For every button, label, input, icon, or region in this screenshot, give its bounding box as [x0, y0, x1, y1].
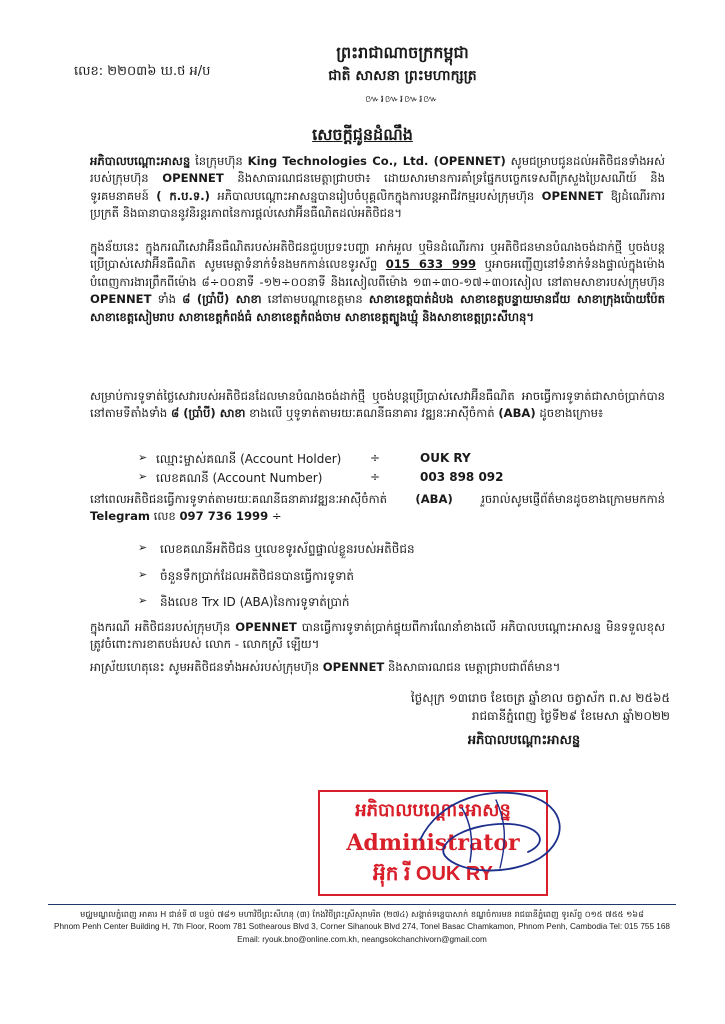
text-segment: ដូចខាងក្រោម៖: [535, 406, 604, 421]
footer-address-khmer: មជ្ឈមណ្ឌលភ្នំពេញ អាគារ H ជាន់ទី ៧ បន្ទប់ ៧៨១ មហាវិថីព្រះសីហនុ (៣) កែងវិថីព្រះស្រីសុរាមរិត (២៧៤) សង្កាត់ទន្លេបាសាក់ ខណ្ឌចំការមន រាជធានីភ្នំពេញ ទូរស័ព្ទ ០១៥ ៧៥៥ ១៦៨: [80, 909, 644, 919]
company-name: King Technologies Co., Ltd. (OPENNET): [247, 154, 506, 168]
account-number-row: [138, 470, 558, 490]
paragraph-telegram: [90, 491, 665, 526]
national-motto: ជាតិ សាសនា ព្រះមហាក្សត្រ: [328, 68, 477, 84]
date-solar: រាជធានីភ្នំពេញ ថ្ងៃទី២៩ ខែមេសា ឆ្នាំ២០២២: [471, 709, 670, 723]
list-item: [138, 594, 558, 616]
footer-address-english: Phnom Penh Center Building H, 7th Floor, Room 781 Sothearous Blvd 3, Corner Sihanouk Blvd 274, Tonel Basac Chamkamon, Phnom Penh, Cambodia Tel: 015 755 168: [54, 922, 670, 931]
stamp-line-khmer: អភិបាលបណ្តោះអាសន្ន: [355, 800, 511, 821]
brand-name: OPENNET: [541, 188, 604, 203]
list-item-text: លេខគណនីអតិថិជន ឬលេខទូរស័ព្ទផ្ទាល់ខ្លួនរបស់អតិថិជន: [160, 542, 415, 556]
text-segment: ខាងលើ ឬទូទាត់តាមរយៈគណនីធនាគារ វឌ្ឍនៈអាស៊ីចំកាត់: [245, 406, 499, 421]
text-segment: ÷: [268, 509, 282, 524]
account-holder-value: OUK RY: [420, 451, 471, 465]
signature-icon: [400, 778, 580, 888]
header-ornament: ៚៛៚៛៚៛៚: [365, 94, 439, 105]
paragraph-support: [90, 239, 665, 326]
account-number-value: 003 898 092: [420, 470, 504, 484]
list-item-text: និងលេខ Trx ID (ABA)នៃការទូទាត់ប្រាក់: [160, 595, 350, 609]
stamp-line-name: អ៊ុក រី OUK RY: [373, 863, 493, 885]
text-segment: និងសាធារណជនមេត្តាជ្រាបថា៖ ដោយសារមានការគាំទ្រផ្នែកបច្ចេកទេសពីក្រសួងប្រៃសណីយ៍ និងទូរគមនាគមន៍: [90, 171, 665, 203]
account-holder-label: ឈ្មោះម្ចាស់គណនី (Account Holder): [156, 452, 342, 466]
account-number-label: លេខគណនី (Account Number): [156, 471, 323, 485]
account-holder-row: [138, 451, 558, 471]
brand-name: OPENNET: [90, 292, 152, 307]
list-item: [138, 568, 558, 590]
list-item: [138, 541, 558, 563]
separator: ÷: [370, 470, 381, 484]
text-segment: ក្នុងន័យនេះ ក្នុងករណីសេវាអ៊ីនធឺណិតរបស់អតិថិជនជួបប្រទះបញ្ហា អាក់អួល ឬមិនដំណើរការ ឬអតិថិជនមានបំណងចង់ដាក់ថ្មី ឬចង់បន្តប្រើប្រាស់សេវាអ៊ីនធឺណិត សូមមេត្តាទំនាក់ទំនងមកកាន់លេខទូរស័ព្ទ: [90, 240, 665, 272]
text-segment: អាស្រ័យហេតុនេះ សូមអតិថិជនទាំងអស់របស់ក្រុមហ៊ុន: [90, 660, 323, 674]
bank-abbr: (ABA): [498, 406, 536, 421]
ministry-abbr: ( ក.ប.ទ.): [156, 188, 210, 203]
text-segment: សូមជម្រាបជូនដល់អតិថិជនទាំងអស់របស់ក្រុមហ៊ុន: [90, 154, 665, 186]
text-segment: និងសាធារណជន មេត្តាជ្រាបជាព័ត៌មាន។: [384, 660, 561, 674]
sender-name: អភិបាលបណ្តោះអាសន្ន: [90, 154, 191, 168]
branch-count: ៨ (ប្រាំបី) សាខា: [182, 292, 262, 307]
document-title: សេចក្តីជូនដំណឹង: [312, 125, 413, 144]
bank-abbr: (ABA): [415, 492, 453, 506]
telegram-label: Telegram: [90, 509, 150, 524]
footer-email: Email: ryouk.bno@online.com.kh, neangsokchanchivorn@gmail.com: [237, 935, 487, 944]
text-segment: ទាំង: [151, 292, 183, 307]
text-segment: នៅពេលអតិថិជនធ្វើការទូទាត់តាមរយៈគណនីធនាគារវឌ្ឍនៈអាស៊ីចំកាត់: [90, 492, 416, 506]
signer-title: អភិបាលបណ្តោះអាសន្ន: [467, 733, 581, 748]
text-segment: នៃក្រុមហ៊ុន: [190, 154, 248, 168]
brand-name: OPENNET: [235, 620, 297, 634]
arrow-bullet-icon: ➢: [138, 568, 148, 581]
branch-list: សាខាខេត្តបាត់ដំបង សាខាខេត្តបន្ទាយមានជ័យ សាខាក្រុងប៉ោយប៉ែត សាខាខេត្តសៀមរាប សាខាខេត្តកំពង់ធំ សាខាខេត្តកំពង់ចាម សាខាខេត្តត្បូងឃ្មុំ និងសាខាខេត្តព្រះសីហនុ។: [90, 292, 665, 324]
paragraph-closing: [90, 659, 665, 676]
arrow-bullet-icon: ➢: [138, 541, 148, 554]
reference-number: លេខ: ២២០៣៦ ឃ.ថ អ/ប: [74, 64, 211, 79]
list-item-text: ចំនួនទឹកប្រាក់ដែលអតិថិជនបានធ្វើការទូទាត់: [160, 569, 355, 583]
date-lunar: ថ្ងៃសុក្រ ១៣រោច ខែចេត្រ ឆ្នាំខាល ចត្វាស័ក ព.ស ២៥៦៥: [410, 691, 670, 705]
branch-count: ៨ (ប្រាំបី) សាខា: [170, 406, 246, 421]
text-segment: ឱ្យដំណើរការប្រក្រតី និងធានាបាននូវនិរន្តរភាពនៃការផ្តល់សេវាអ៊ីនធឺណិតដល់អតិថិជន។: [90, 188, 665, 221]
text-segment: រួចរាល់សូមផ្ញើព័ត៌មានដូចខាងក្រោមមកកាន់: [452, 492, 665, 506]
text-segment: ឬអាចអញ្ជើញនៅទំនាក់ទំនងផ្ទាល់ក្នុងម៉ោងបំពេញការងារព្រឹកពីម៉ោង ៨÷០០នាទី -១២÷០០នាទី និងរសៀលពីម៉ោង ១៣÷៣០-១៧÷៣០រសៀល នៅតាមសាខារបស់ក្រុមហ៊ុន: [90, 257, 665, 289]
text-segment: បានធ្វើការទូទាត់ប្រាក់ផ្ទុយពីការណែនាំខាងលើ អភិបាលបណ្តោះអាសន្ន មិនទទួលខុសត្រូវចំពោះការខាតបង់របស់ លោក - លោកស្រី ឡើយ។: [90, 620, 665, 652]
text-segment: លេខ: [150, 509, 180, 524]
brand-name: OPENNET: [322, 660, 385, 674]
separator: ÷: [370, 451, 381, 465]
arrow-bullet-icon: ➢: [138, 470, 148, 483]
arrow-bullet-icon: ➢: [138, 451, 148, 464]
footer-divider: [48, 904, 676, 905]
stamp-line-title: Administrator: [346, 830, 520, 856]
paragraph-intro: [90, 153, 665, 223]
arrow-bullet-icon: ➢: [138, 594, 148, 607]
paragraph-disclaimer: [90, 619, 665, 654]
kingdom-heading: ព្រះរាជាណាចក្រកម្ពុជា: [336, 43, 469, 62]
paragraph-payment: [90, 388, 665, 423]
support-phone: 015 633 999: [385, 257, 477, 272]
text-segment: នៅតាមបណ្តាខេត្តមាន: [261, 292, 369, 307]
text-segment: ក្នុងករណី អតិថិជនរបស់ក្រុមហ៊ុន: [90, 620, 236, 634]
text-segment: អភិបាលបណ្តោះអាសន្នបានរៀបចំបុគ្គលិកក្នុងការបន្តអាជីវកម្មរបស់ក្រុមហ៊ុន: [209, 188, 542, 203]
text-segment: សម្រាប់ការទូទាត់ថ្លៃសេវារបស់អតិថិជនដែលមានបំណងចង់ដាក់ថ្មី ឬចង់បន្តប្រើប្រាស់សេវាអ៊ីនធឺណិត អាចធ្វើការទូទាត់ជាសាច់ប្រាក់បាននៅតាមទីតាំងទាំង: [90, 389, 665, 421]
telegram-number: 097 736 1999: [179, 509, 269, 524]
brand-name: OPENNET: [162, 171, 224, 186]
